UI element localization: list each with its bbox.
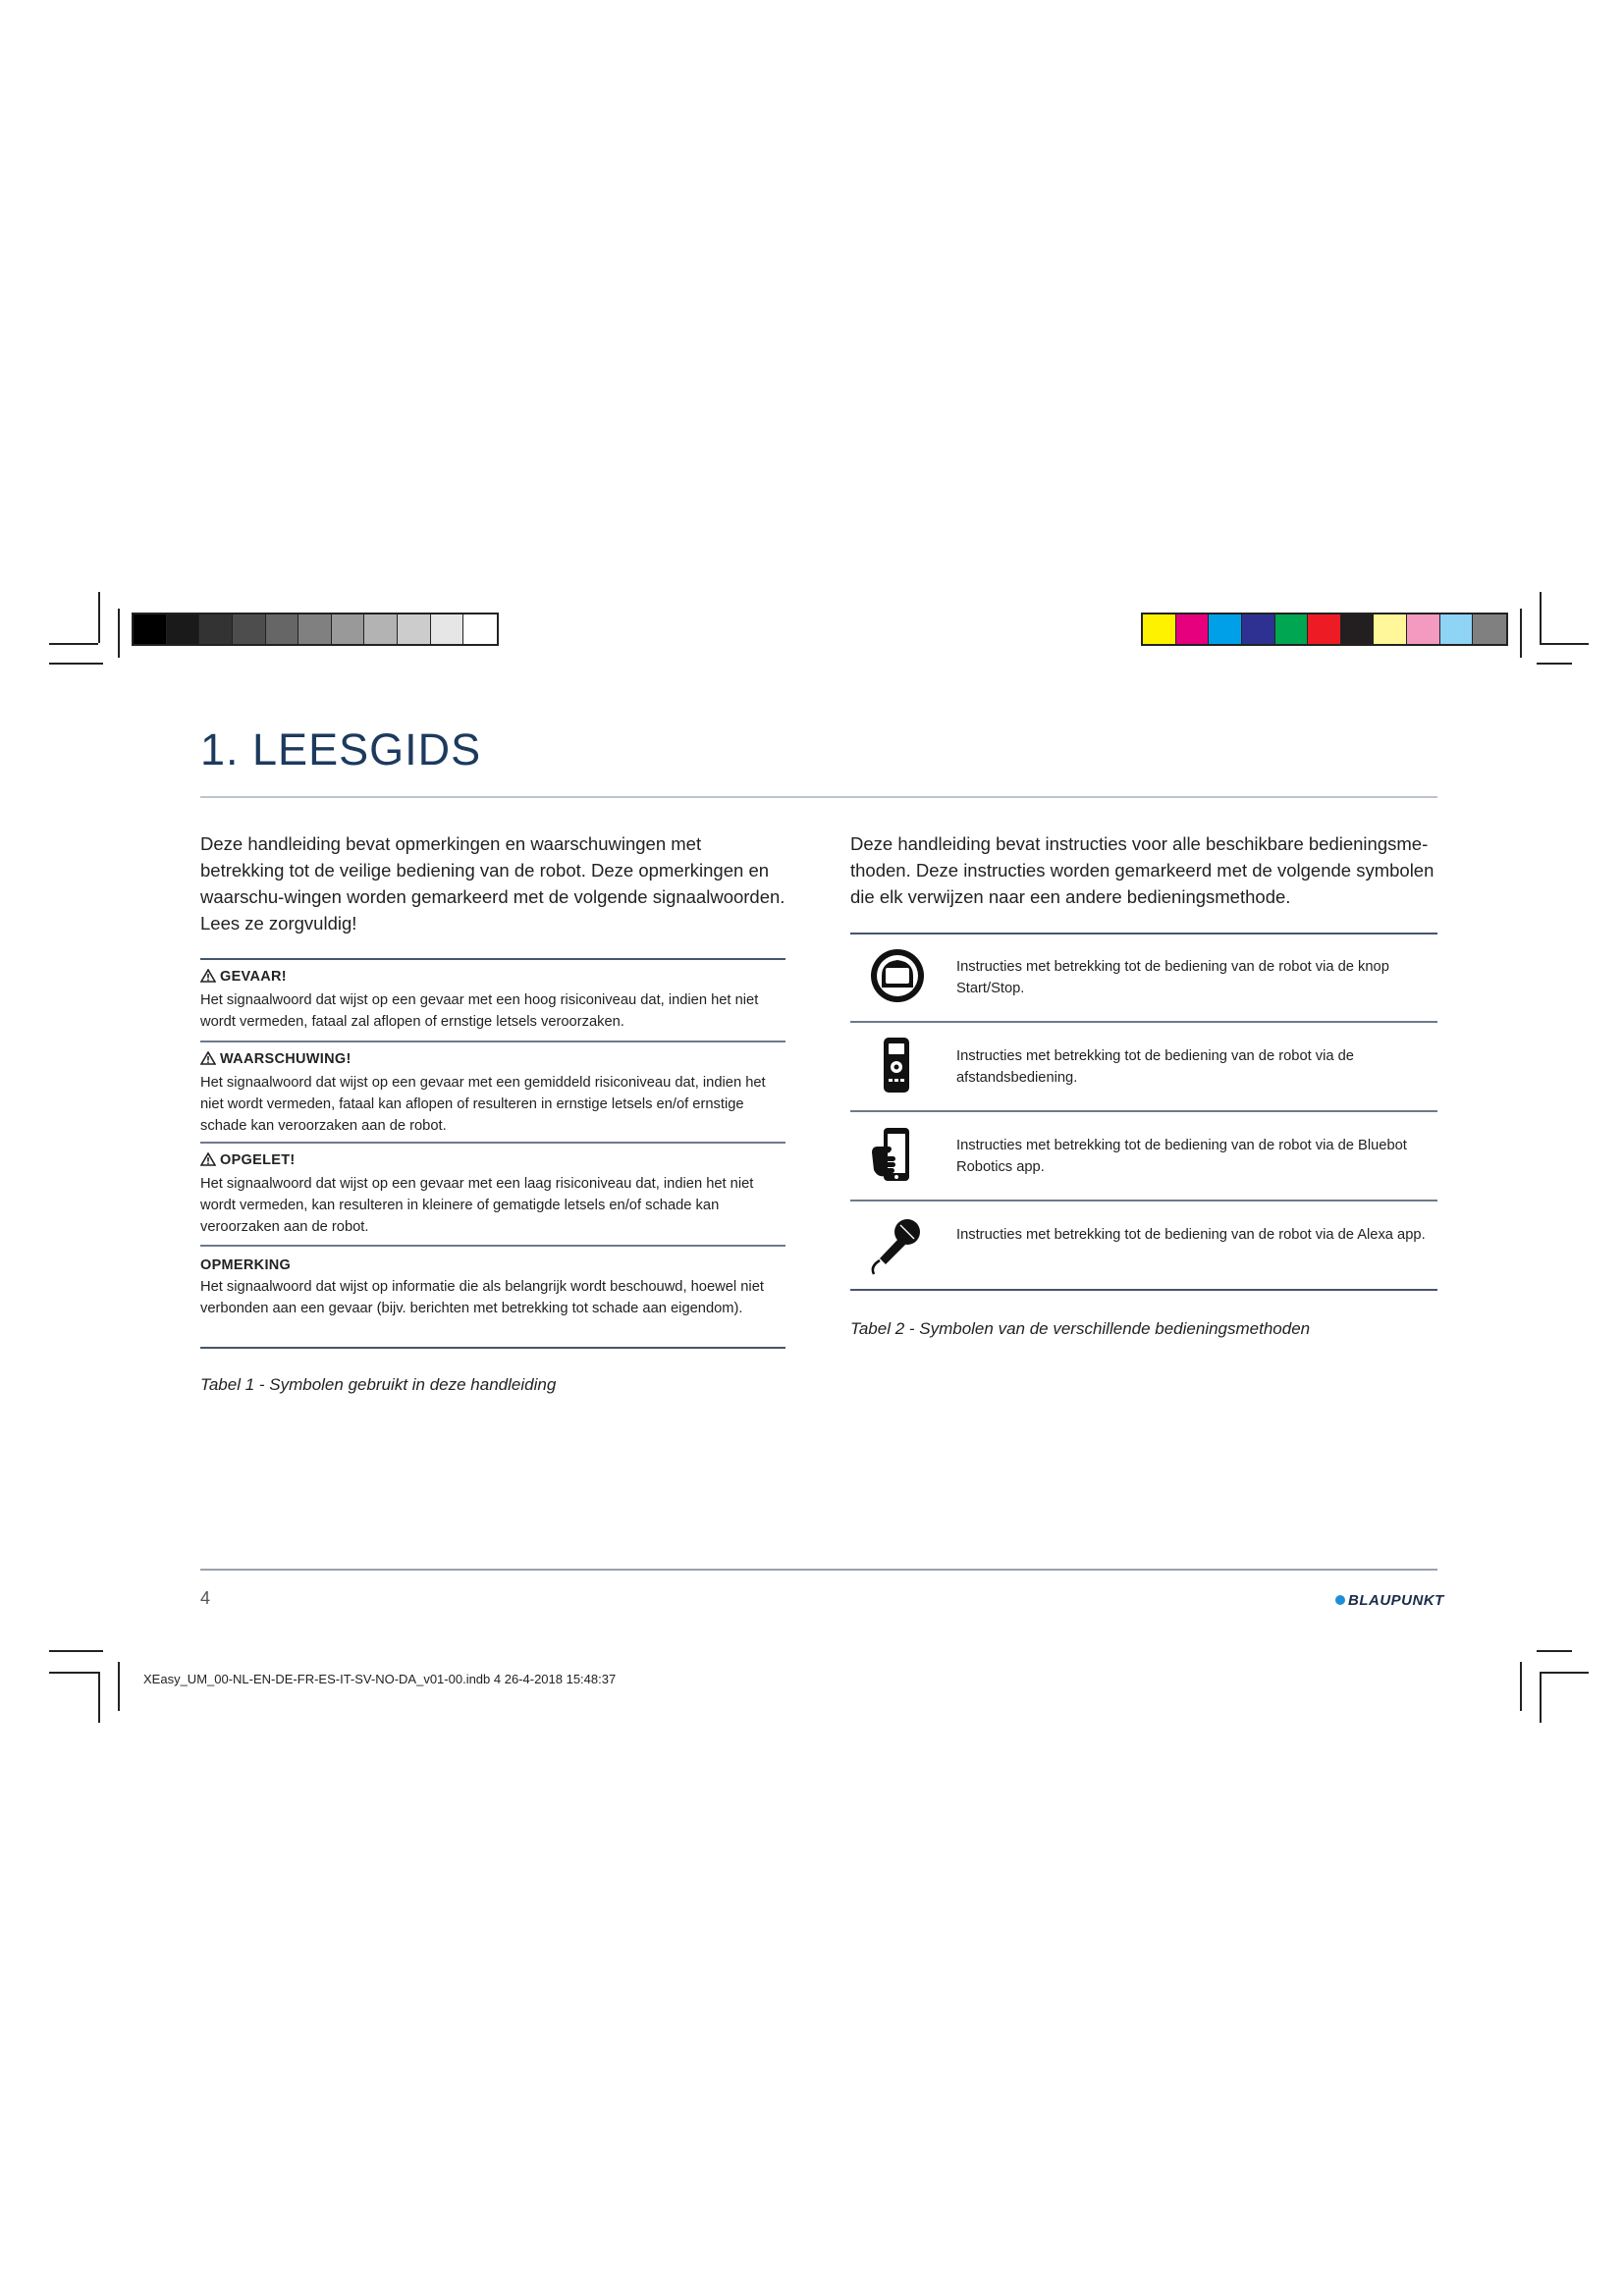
note-caution-head: OPGELET! (220, 1152, 296, 1168)
gray-swatch (134, 614, 167, 644)
crop-mark (49, 643, 98, 645)
warning-triangle-icon (200, 1151, 216, 1173)
grayscale-bar (132, 613, 499, 646)
note-divider (200, 1142, 785, 1144)
note-danger-text: Het signaalwoord dat wijst op een gevaar met een hoog risiconiveau dat, indien het niet wordt vermeden, fataal zal aflopen of ernstige letsels veroorzaken. (200, 992, 759, 1030)
crop-mark (1540, 643, 1589, 645)
crop-mark (118, 609, 120, 658)
table1-top-rule (200, 958, 785, 960)
warning-triangle-icon (200, 968, 216, 989)
process-swatch (1341, 614, 1375, 644)
gray-swatch (233, 614, 266, 644)
crop-mark (98, 1672, 100, 1723)
gray-swatch (298, 614, 332, 644)
process-swatch (1242, 614, 1275, 644)
note-warning-text: Het signaalwoord dat wijst op een gevaar met een gemiddeld risiconiveau dat, indien het niet wordt vermeden, fataal kan aflopen of resulteren in ernstige letsels en/of ernstige schade kan veroorzaken aan de robot. (200, 1075, 766, 1134)
page-title: 1. LEESGIDS (200, 724, 482, 774)
gray-swatch (364, 614, 398, 644)
gray-swatch (266, 614, 299, 644)
process-swatch (1143, 614, 1176, 644)
page-number: 4 (200, 1588, 211, 1608)
crop-mark (1540, 592, 1542, 643)
table2-caption: Tabel 2 - Symbolen van de verschillende bedieningsmethoden (850, 1319, 1311, 1338)
gray-swatch (332, 614, 365, 644)
note-remark-head: OPMERKING (200, 1257, 292, 1273)
right-intro: Deze handleiding bevat instructies voor alle beschikbare bedieningsme-thoden. Deze instructies worden gemarkeerd met de volgende symbolen die elk verwijzen naar een andere bedieningsmethode. (850, 833, 1435, 907)
footer-divider (200, 1569, 1437, 1571)
table2-divider (850, 1110, 1437, 1112)
process-swatch (1209, 614, 1242, 644)
robot-button-icon (868, 946, 927, 1010)
table2-divider (850, 1200, 1437, 1201)
crop-mark (49, 1650, 103, 1652)
table2-bottom-rule (850, 1289, 1437, 1291)
table1-caption: Tabel 1 - Symbolen gebruikt in deze handleiding (200, 1375, 557, 1394)
left-intro: Deze handleiding bevat opmerkingen en waarschuwingen met betrekking tot de veilige bediening van de robot. Deze opmerkingen en waarschu-wingen worden gemarkeerd met de volgende signaalwoorden. Lees ze zorgvuldig! (200, 833, 785, 934)
note-warning-head: WAARSCHUWING! (220, 1051, 352, 1067)
table1-bottom-rule (200, 1347, 785, 1349)
brand-name: BLAUPUNKT (1348, 1592, 1444, 1609)
microphone-icon (866, 1215, 925, 1281)
crop-mark (1520, 609, 1522, 658)
crop-mark (49, 1672, 98, 1674)
brand-logo (1335, 1592, 1444, 1609)
note-warning (200, 1048, 785, 1137)
process-color-bar (1141, 613, 1508, 646)
crop-mark (118, 1662, 120, 1711)
title-divider (200, 796, 1437, 798)
crop-mark (98, 592, 100, 643)
process-swatch (1407, 614, 1440, 644)
gray-swatch (167, 614, 200, 644)
gray-swatch (398, 614, 431, 644)
remote-control-icon (882, 1037, 911, 1098)
note-remark-text: Het signaalwoord dat wijst op informatie die als belangrijk wordt beschouwd, hoewel niet verbonden aan een gevaar (bijv. berichten met betrekking tot schade aan eigendom). (200, 1279, 764, 1316)
note-danger-head: GEVAAR! (220, 969, 287, 985)
process-swatch (1176, 614, 1210, 644)
gray-swatch (199, 614, 233, 644)
method-text-button: Instructies met betrekking tot de bediening van de robot via de knop Start/Stop. (956, 959, 1389, 996)
warning-triangle-icon (200, 1050, 216, 1072)
process-swatch (1473, 614, 1506, 644)
note-divider (200, 1245, 785, 1247)
process-swatch (1440, 614, 1474, 644)
crop-mark (1520, 1662, 1522, 1711)
crop-mark (1540, 1672, 1542, 1723)
method-text-app: Instructies met betrekking tot de bediening van de robot via de Bluebot Robotics app. (956, 1138, 1407, 1175)
method-text-remote: Instructies met betrekking tot de bediening van de robot via de afstandsbediening. (956, 1048, 1354, 1086)
table2-top-rule (850, 933, 1437, 934)
process-swatch (1275, 614, 1309, 644)
crop-mark (1537, 663, 1572, 665)
crop-mark (1537, 1650, 1572, 1652)
process-swatch (1374, 614, 1407, 644)
brand-dot-icon (1335, 1595, 1345, 1605)
gray-swatch (463, 614, 497, 644)
note-danger (200, 966, 785, 1033)
method-text-alexa: Instructies met betrekking tot de bediening van de robot via de Alexa app. (956, 1227, 1426, 1243)
smartphone-app-icon (868, 1127, 923, 1189)
note-caution-text: Het signaalwoord dat wijst op een gevaar met een laag risiconiveau dat, indien het niet wordt vermeden, kan resulteren in kleinere of gematigde letsels en/of schade kan veroorzaken aan de robot. (200, 1176, 754, 1235)
process-swatch (1308, 614, 1341, 644)
print-slug: XEasy_UM_00-NL-EN-DE-FR-ES-IT-SV-NO-DA_v01-00.indb 4 26-4-2018 15:48:37 (143, 1672, 617, 1686)
note-remark (200, 1255, 785, 1319)
note-divider (200, 1041, 785, 1042)
crop-mark (49, 663, 103, 665)
note-caution (200, 1149, 785, 1238)
gray-swatch (431, 614, 464, 644)
table2-divider (850, 1021, 1437, 1023)
crop-mark (1540, 1672, 1589, 1674)
